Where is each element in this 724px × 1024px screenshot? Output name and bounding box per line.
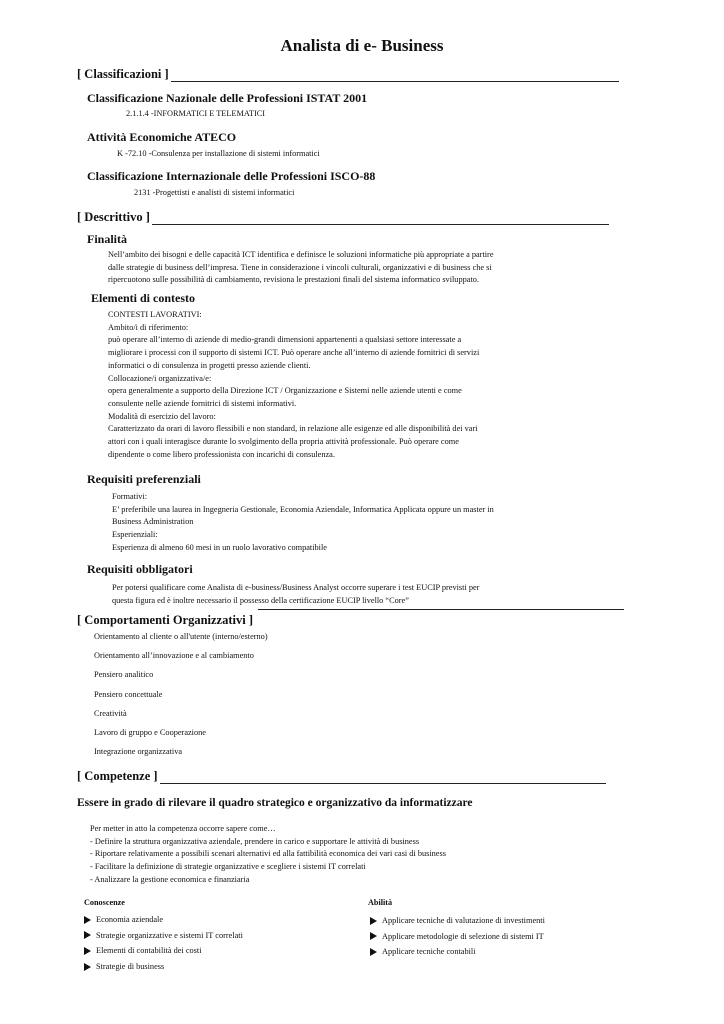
bullet-arrow-icon [370, 932, 377, 940]
text-line: informatici o di consulenza in progetti presso aziende clienti. [108, 360, 311, 370]
list-item: Orientamento al cliente o all'utente (interno/esterno) [94, 632, 268, 641]
list-item-label: Applicare tecniche di valutazione di investimenti [382, 916, 545, 925]
list-item [84, 912, 243, 928]
list-item: Pensiero concettuale [94, 689, 163, 699]
section-rule [152, 216, 609, 225]
text-line: consulente nelle aziende fornitrici di sistemi informativi. [108, 398, 297, 408]
bullet-arrow-icon [370, 917, 377, 925]
obbligatori-title: Requisiti obbligatori [87, 562, 193, 576]
list-item [370, 913, 545, 929]
ateco-code-line: K -72.10 -Consulenza per installazione di sistemi informatici [117, 149, 320, 158]
istat-title: Classificazione Nazionale delle Professioni ISTAT 2001 [87, 91, 368, 105]
section-header-label: [ Competenze ] [77, 769, 158, 783]
bullet-arrow-icon [84, 931, 91, 939]
isco-title: Classificazione Internazionale delle Professioni ISCO-88 [87, 169, 376, 183]
section-header-label: [ Descrittivo ] [77, 210, 150, 224]
section-header-label: [ Classificazioni ] [77, 67, 169, 81]
bullet-arrow-icon [84, 963, 91, 971]
text-line: Nell’ambito dei bisogni e delle capacità ICT identifica e definisce le soluzioni informatiche più appropriate a partire [108, 250, 494, 259]
comportamenti-list [94, 627, 268, 761]
list-item-label: Economia aziendale [96, 915, 164, 924]
text-line: migliorare i processi con il supporto di sistemi ICT. Può operare anche all’interno di aziende fornitrici di servizi [108, 348, 480, 358]
istat-code-line: 2.1.1.4 -INFORMATICI E TELEMATICI [126, 109, 266, 118]
section-rule [160, 775, 606, 784]
list-item: Creatività [94, 708, 127, 718]
text-line: - Definire la struttura organizzativa aziendale, prendere in carico e supportare le attività di business [90, 836, 420, 846]
page-title: Analista di e- Business [280, 36, 444, 55]
list-item: Pensiero analitico [94, 670, 154, 680]
preferenziali-title: Requisiti preferenziali [87, 472, 201, 486]
text-line: - Analizzare la gestione economica e finanziaria [90, 874, 250, 884]
text-line: Esperienza di almeno 60 mesi in un ruolo lavorativo compatibile [112, 542, 327, 552]
abilita-header: Abilità [368, 898, 393, 907]
bullet-arrow-icon [84, 916, 91, 924]
list-item [84, 959, 243, 975]
competenza-intro [90, 823, 610, 887]
text-line: Per metter in atto la competenza occorre sapere come… [90, 824, 276, 833]
section-header-comportamenti [77, 613, 253, 628]
list-item: Orientamento all’innovazione e al cambiamento [94, 651, 254, 661]
text-line: dalle strategie di business dell’impresa. Tiene in considerazione i vincoli culturali, organizzativi e di business che si [108, 262, 492, 272]
text-line: Per potersi qualificare come Analista di e-business/Business Analyst occorre superare i test EUCIP previsti per [112, 583, 480, 592]
list-item: Lavoro di gruppo e Cooperazione [94, 728, 206, 738]
isco-code-line: 2131 -Progettisti e analisti di sistemi informatici [134, 188, 295, 197]
text-line: attori con i quali interagisce durante lo svolgimento della propria attività professionale. Può operare come [108, 437, 459, 447]
competenza-title: Essere in grado di rilevare il quadro strategico e organizzativo da informatizzare [77, 797, 473, 809]
text-line: Modalità di esercizio del lavoro: [108, 411, 216, 421]
preferenziali-text [112, 491, 622, 555]
conoscenze-list [84, 912, 243, 974]
bullet-arrow-icon [84, 947, 91, 955]
text-line: Collocazione/i organizzativa/e: [108, 373, 212, 383]
list-item [370, 944, 545, 960]
ateco-title: Attività Economiche ATECO [87, 130, 237, 144]
text-line: questa figura ed è inoltre necessario il possesso della certificazione EUCIP livello “Core” [112, 595, 409, 605]
finalita-text [108, 249, 618, 287]
list-item-label: Applicare tecniche contabili [382, 947, 476, 957]
list-item-label: Applicare metodologie di selezione di sistemi IT [382, 931, 544, 941]
section-header-descrittivo [77, 210, 609, 225]
abilita-list [370, 913, 545, 960]
text-line: - Riportare relativamente a possibili scenari alternativi ed alla fattibilità economica dei vari casi di business [90, 849, 446, 859]
list-item [84, 943, 243, 959]
text-line: - Facilitare la definizione di strategie organizzative e scegliere i sistemi IT correlati [90, 862, 366, 872]
contesto-title: Elementi di contesto [91, 291, 195, 305]
obbligatori-text [112, 582, 622, 607]
text-line: CONTESTI LAVORATIVI: [108, 310, 202, 319]
text-line: Caratterizzato da orari di lavoro flessibili e non standard, in relazione alle esigenze ed alle disponibilità dei vari [108, 424, 478, 434]
bullet-arrow-icon [370, 948, 377, 956]
conoscenze-header: Conoscenze [84, 898, 125, 907]
text-line: può operare all’interno di aziende di medio-grandi dimensioni appartenenti a qualsiasi settore interessate a [108, 335, 462, 345]
finalita-title: Finalità [87, 232, 128, 246]
text-line: opera generalmente a supporto della Direzione ICT / Organizzazione e Sistemi nelle aziende utenti e come [108, 386, 462, 396]
text-line: Esperienziali: [112, 530, 158, 540]
list-item-label: Strategie organizzative e sistemi IT correlati [96, 930, 243, 940]
text-line: dipendente o come libero professionista con incarichi di consulenza. [108, 449, 335, 459]
list-item: Integrazione organizzativa [94, 747, 183, 757]
divider-line [258, 609, 624, 610]
section-header-competenze [77, 769, 606, 784]
list-item-label: Strategie di business [96, 961, 165, 971]
contesto-text [108, 309, 618, 461]
section-header-label: [ Comportamenti Organizzativi ] [77, 613, 254, 627]
section-rule [171, 73, 619, 82]
list-item [370, 929, 545, 945]
section-header-classificazioni [77, 67, 619, 82]
text-line: Business Administration [112, 517, 194, 527]
text-line: E’ preferibile una laurea in Ingegneria Gestionale, Economia Aziendale, Informatica Applicata oppure un master in [112, 504, 494, 514]
text-line: Formativi: [112, 492, 148, 501]
list-item-label: Elementi di contabilità dei costi [96, 946, 202, 956]
text-line: Ambito/i di riferimento: [108, 322, 189, 332]
list-item [84, 928, 243, 944]
text-line: ripercuotono sulle possibilità di cambiamento, revisiona le prestazioni finali del sistema informatico sviluppato. [108, 275, 479, 285]
